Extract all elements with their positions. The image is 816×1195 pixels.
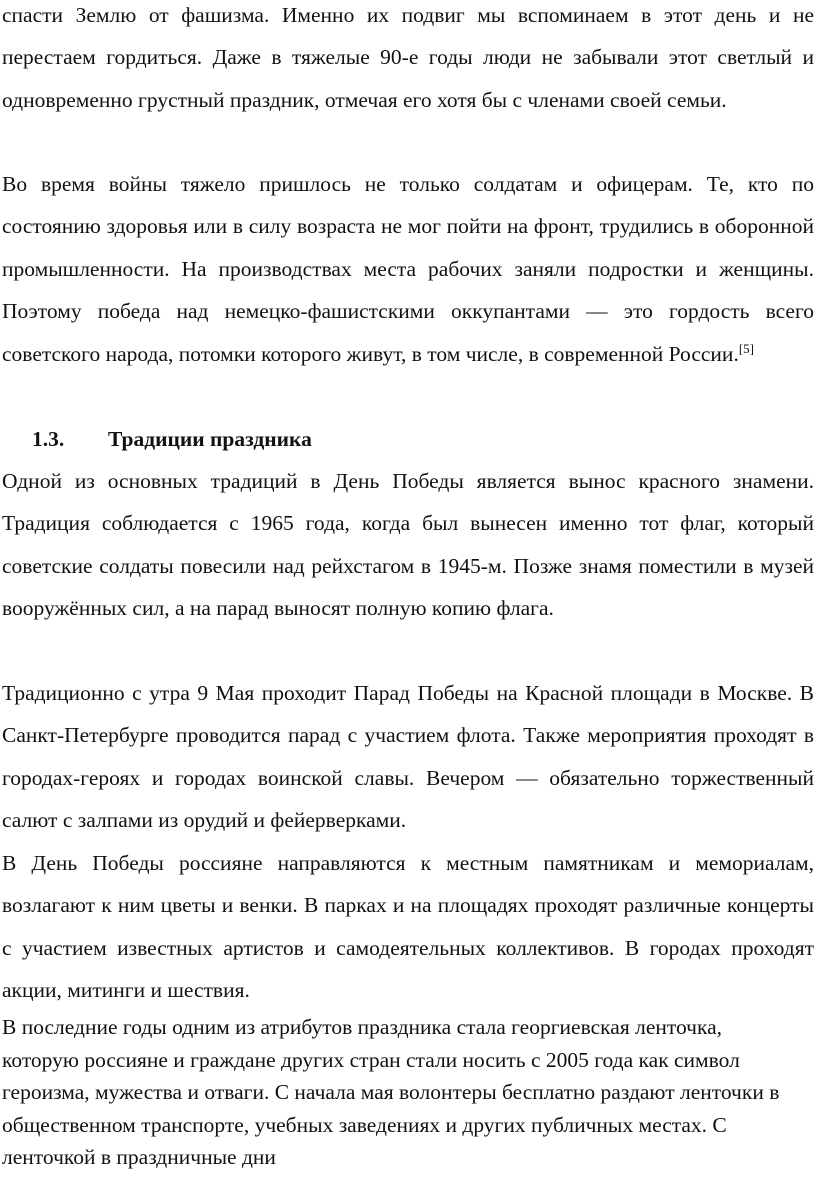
paragraph-3 <box>2 460 814 630</box>
section-heading <box>32 418 312 460</box>
paragraph-2 <box>2 163 814 375</box>
paragraph-6 <box>2 1011 792 1174</box>
paragraph-1 <box>2 0 814 121</box>
paragraph-1-text: спасти Землю от фашизма. Именно их подвиг мы вспоминаем в этот день и не перестаем гордиться. Даже в тяжелые 90-е годы люди не забывали этот светлый и одновременно грустный праздник, отмечая его хотя бы с членами своей семьи. <box>2 3 814 112</box>
paragraph-5-text: В День Победы россияне направляются к местным памятникам и мемориалам, возлагают к ним цветы и венки. В парках и на площадях проходят различные концерты с участием известных артистов и самодеятельных коллективов. В городах проходят акции, митинги и шествия. <box>2 851 814 1003</box>
paragraph-6-text: В последние годы одним из атрибутов праздника стала георгиевская ленточка, которую россияне и граждане других стран стали носить с 2005 года как символ героизма, мужества и отваги. С начала мая волонтеры бесплатно раздают ленточки в общественном транспорте, учебных заведениях и других публичных местах. С ленточкой в праздничные дни <box>2 1015 780 1169</box>
footnote-reference: [5] <box>738 340 754 356</box>
paragraph-4-text: Традиционно с утра 9 Мая проходит Парад Победы на Красной площади в Москве. В Санкт-Петербурге проводится парад с участием флота. Также мероприятия проходят в городах-героях и городах воинской славы. Вечером — обязательно торжественный салют с залпами из орудий и фейерверками. <box>2 681 814 833</box>
section-number: 1.3. <box>32 427 65 451</box>
paragraph-2-text: Во время войны тяжело пришлось не только солдатам и офицерам. Те, кто по состоянию здоровья или в силу возраста не мог пойти на фронт, трудились в оборонной промышленности. На производствах места рабочих заняли подростки и женщины. Поэтому победа над немецко-фашистскими оккупантами — это гордость всего советского народа, потомки которого живут, в том числе, в современной России. <box>2 172 814 366</box>
paragraph-4 <box>2 672 814 842</box>
paragraph-3-text: Одной из основных традиций в День Победы является вынос красного знамени. Традиция соблюдается с 1965 года, когда был вынесен именно тот флаг, который советские солдаты повесили над рейхстагом в 1945-м. Позже знамя поместили в музей вооружённых сил, а на парад выносят полную копию флага. <box>2 469 814 621</box>
paragraph-5 <box>2 842 814 1012</box>
section-title: Традиции праздника <box>108 427 312 451</box>
